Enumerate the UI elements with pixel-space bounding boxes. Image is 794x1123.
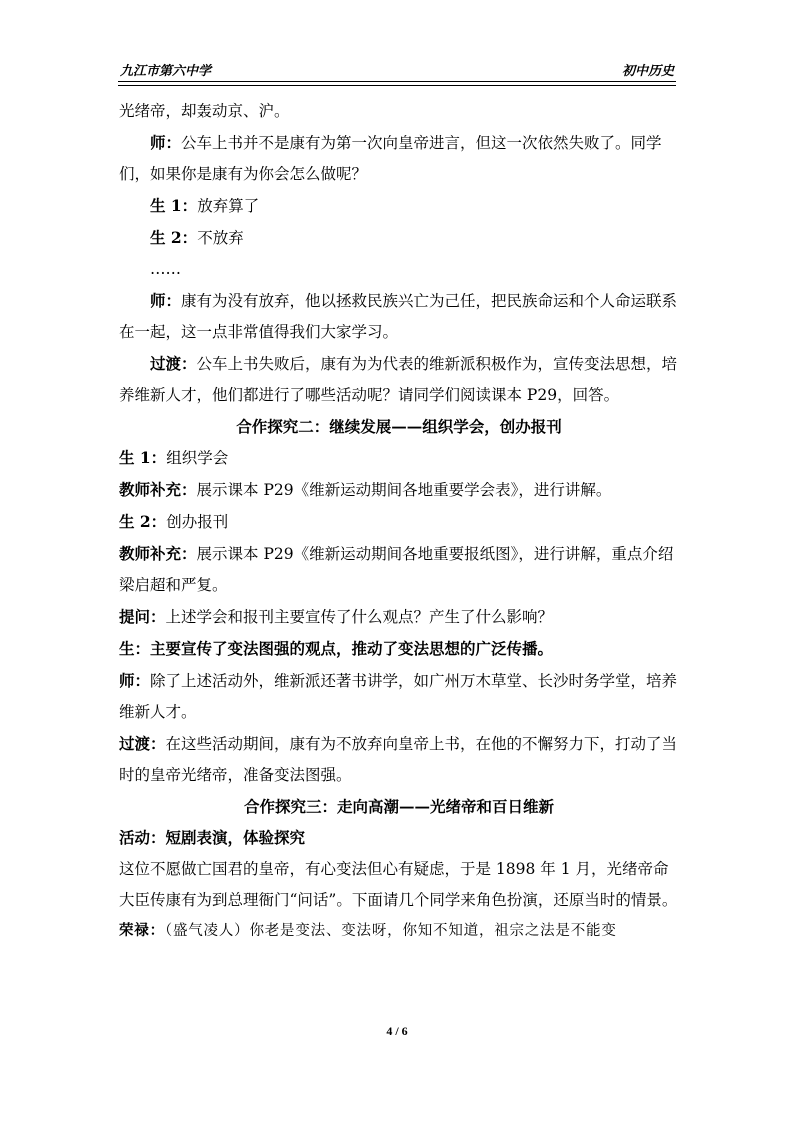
header-rule-thin	[118, 85, 676, 86]
speaker-label: 提问：	[119, 607, 166, 626]
section-heading: 合作探究三：走向高潮——光绪帝和百日维新	[243, 797, 554, 816]
paragraph	[119, 916, 679, 947]
paragraph	[119, 601, 679, 633]
paragraph-text: 除了上述活动外，维新派还著书讲学，如广州万木草堂、长沙时务学堂，培养维新人才。	[119, 672, 678, 721]
paragraph-text: 放弃算了	[197, 197, 260, 215]
header-rule	[118, 81, 676, 82]
paragraph-text: 生：主要宣传了变法图强的观点，推动了变法思想的广泛传播。	[119, 639, 554, 658]
ellipsis: ……	[150, 260, 181, 278]
paragraph-text: 康有为没有放弃，他以拯救民族兴亡为己任，把民族命运和个人命运联系在一起，这一点非常值得我们大家学习。	[119, 292, 678, 341]
document-body	[119, 96, 679, 947]
speaker-label: 过渡：	[150, 354, 197, 373]
paragraph: 这位不愿做亡国君的皇帝，有心变法但心有疑虑，于是 1898 年 1 月，光绪帝命大臣传康有为到总理衙门“问话”。下面请几个同学来角色扮演，还原当时的情景。	[119, 860, 678, 909]
paragraph	[119, 728, 679, 791]
paragraph-bold	[119, 633, 679, 665]
speaker-label: 生 2：	[150, 228, 198, 247]
paragraph	[119, 348, 679, 411]
paragraph-text: 展示课本 P29《维新运动期间各地重要学会表》，进行讲解。	[196, 481, 612, 499]
speaker-label: 生 2：	[119, 512, 167, 531]
speaker-label: 师：	[150, 291, 182, 310]
speaker-label: 教师补充：	[119, 480, 197, 499]
page-number: 4 / 6	[386, 1024, 408, 1038]
speaker-label: 生 1：	[150, 196, 198, 215]
speaker-label: 师：	[119, 671, 151, 690]
page-header	[118, 58, 676, 80]
paragraph-text: 上述学会和报刊主要宣传了什么观点？产生了什么影响？	[165, 608, 554, 626]
paragraph-bold	[119, 822, 679, 854]
speaker-label: 生 1：	[119, 448, 167, 467]
paragraph-text: 不放弃	[197, 229, 244, 247]
paragraph-text: 创办报刊	[166, 513, 229, 531]
section-heading: 合作探究二：继续发展——组织学会，创办报刊	[236, 417, 562, 436]
paragraph-text: 活动：短剧表演，体验探究	[119, 828, 306, 847]
speaker-label: 教师补充：	[119, 544, 197, 563]
paragraph	[119, 442, 679, 474]
paragraph	[119, 665, 679, 728]
paragraph-text: 组织学会	[166, 449, 229, 467]
paragraph-text: 公车上书并不是康有为第一次向皇帝进言，但这一次依然失败了。同学们，如果你是康有为你会怎么做呢？	[119, 134, 662, 183]
speaker-label: 荣禄：	[119, 923, 165, 939]
paragraph: 光绪帝，却轰动京、沪。	[119, 102, 290, 120]
paragraph-text: （盛气凌人）你老是变法、变法呀，你知不知道，祖宗之法是不能变	[164, 923, 617, 939]
paragraph-text: 在这些活动期间，康有为不放弃向皇帝上书，在他的不懈努力下，打动了当时的皇帝光绪帝，准备变法图强。	[119, 735, 678, 784]
paragraph	[119, 506, 679, 538]
paragraph-text: 公车上书失败后，康有为为代表的维新派积极作为，宣传变法思想，培养维新人才，他们都进行了哪些活动呢？请同学们阅读课本 P29，回答。	[119, 355, 678, 404]
paragraph	[119, 127, 679, 190]
subject-name: 初中历史	[621, 64, 674, 79]
speaker-label: 过渡：	[119, 734, 166, 753]
speaker-label: 师：	[150, 133, 182, 152]
paragraph-text: 展示课本 P29《维新运动期间各地重要报纸图》，进行讲解，重点介绍梁启超和严复。	[119, 545, 674, 594]
paragraph	[119, 222, 679, 254]
paragraph	[119, 190, 679, 222]
paragraph	[119, 474, 679, 506]
paragraph	[119, 285, 679, 348]
paragraph	[119, 538, 679, 601]
school-name: 九江市第六中学	[120, 64, 212, 79]
